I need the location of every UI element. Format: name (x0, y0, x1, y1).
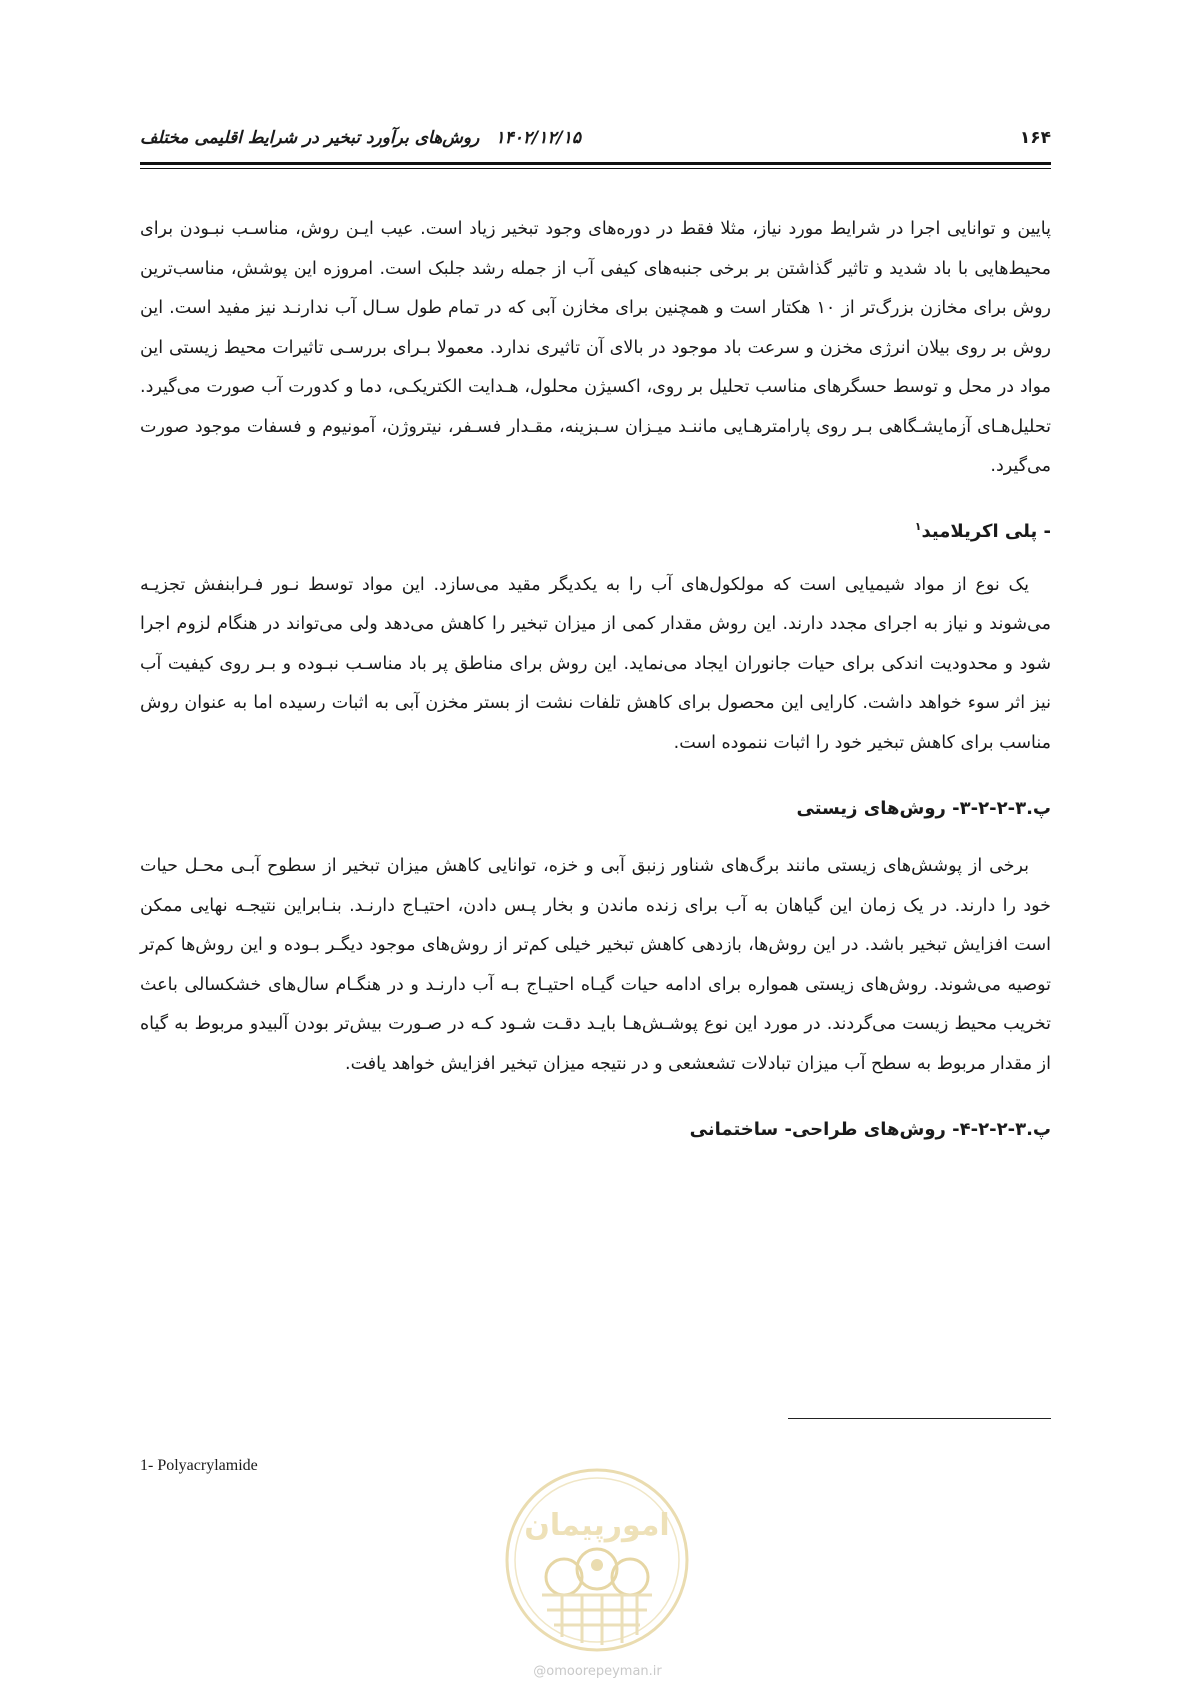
section-heading: پ.۳-۲-۲-۴- روش‌های طراحی- ساختمانی (689, 1119, 1051, 1140)
running-title: روش‌های برآورد تبخیر در شرایط اقلیمی مختلف (140, 128, 480, 148)
watermark-url: @omoorepeyman.ir (533, 1664, 662, 1679)
watermark-logo (502, 1465, 692, 1655)
paragraph: یک نوع از مواد شیمیایی است که مولکول‌های آب را به یکدیگر مقید می‌سازد. این مواد توسط نـور فـرابنفش تجزیـه می‌شوند و نیاز به اجرای مجدد دارند. این روش مقدار کمی از میزان تبخیر را کاهش می‌دهد ولی می‌تواند در هنگام لزوم اجرا شود و محدودیت اندکی برای حیات جانوران ایجاد می‌نماید. این روش برای مناطق پر باد مناسـب نبـوده و بـر روی کیفیت آب نیز اثر سوء خواهد داشت. کارایی این محصول برای کاهش تلفات نشت از بستر مخزن آبی به اثبات رسیده اما به عنوان روش مناسب برای کاهش تبخیر خود را اثبات ننموده است. (140, 574, 1051, 753)
paragraph: پایین و توانایی اجرا در شرایط مورد نیاز، مثلا فقط در دوره‌های وجود تبخیر زیاد است. عیب ایـن روش، مناسـب نبـودن برای محیط‌هایی با باد شدید و تاثیر گذاشتن بر برخی جنبه‌های کیفی آب از جمله رشد جلبک است. امروزه این پوشش، مناسب‌ترین روش برای مخازن بزرگ‌تر از ۱۰ هکتار است و همچنین برای مخازن آبی که در تمام طول سـال آب ندارنـد نیز مفید است. این روش بر روی بیلان انرژی مخزن و سرعت باد موجود در بالای آن تاثیری ندارد. معمولا بـرای بررسـی تاثیرات محیط زیستی این مواد در محل و توسط حسگرهای مناسب تحلیل بر روی، اکسیژن محلول، هـدایت الکتریکـی، دما و کدورت آب صورت می‌گیرد. تحلیل‌هـای آزمایشـگاهی بـر روی پارامترهـایی ماننـد میـزان سـبزینه، مقـدار فسـفر، نیتروژن، آمونیوم و فسفات موجود صورت می‌گیرد. (140, 219, 1051, 476)
header-date: ۱۴۰۲/۱۲/۱۵ (495, 128, 581, 148)
footnote-rule (788, 1418, 1051, 1419)
watermark-logo-text: امورپیمان (524, 1508, 670, 1543)
heading-text: - پلی اکریلامید (921, 520, 1051, 542)
section-heading: پ.۳-۲-۲-۳- روش‌های زیستی (796, 798, 1051, 819)
page-number: ۱۶۴ (1019, 128, 1051, 148)
paragraph: برخی از پوشش‌های زیستی مانند برگ‌های شناور زنبق آبی و خزه، توانایی کاهش میزان تبخیر از سطوح آبـی محـل حیات خود را دارند. در یک زمان این گیاهان به آب برای زنده ماندن و بخار پـس دادن، احتیـاج دارنـد. بنـابراین نتیجـه نهایی ممکن است افزایش تبخیر باشد. در این روش‌ها، بازدهی کاهش تبخیر خیلی کم‌تر از روش‌های موجود دیگـر بـوده و این روش‌ها کم‌تر توصیه می‌شوند. روش‌های زیستی همواره برای ادامه حیات گیـاه احتیـاج بـه آب دارنـد و در هنگـام سال‌های خشکسالی باعث تخریب محیط زیست می‌گردند. در مورد این نوع پوشـش‌هـا بایـد دقـت شـود کـه در صـورت بیش‌تر بودن آلبیدو مربوط به گیاه از مقدار مربوط به سطح آب میزان تبادلات تشعشعی و در نتیجه میزان تبخیر افزایش خواهد یافت. (140, 856, 1051, 1074)
footnote-marker: ۱ (914, 519, 922, 533)
section-heading (140, 507, 1051, 552)
header-rule-thin (140, 168, 1051, 169)
main-content (140, 210, 1051, 1150)
header-rule-thick (140, 162, 1051, 165)
page-header (140, 128, 1051, 156)
footnote: 1- Polyacrylamide (140, 1457, 258, 1474)
